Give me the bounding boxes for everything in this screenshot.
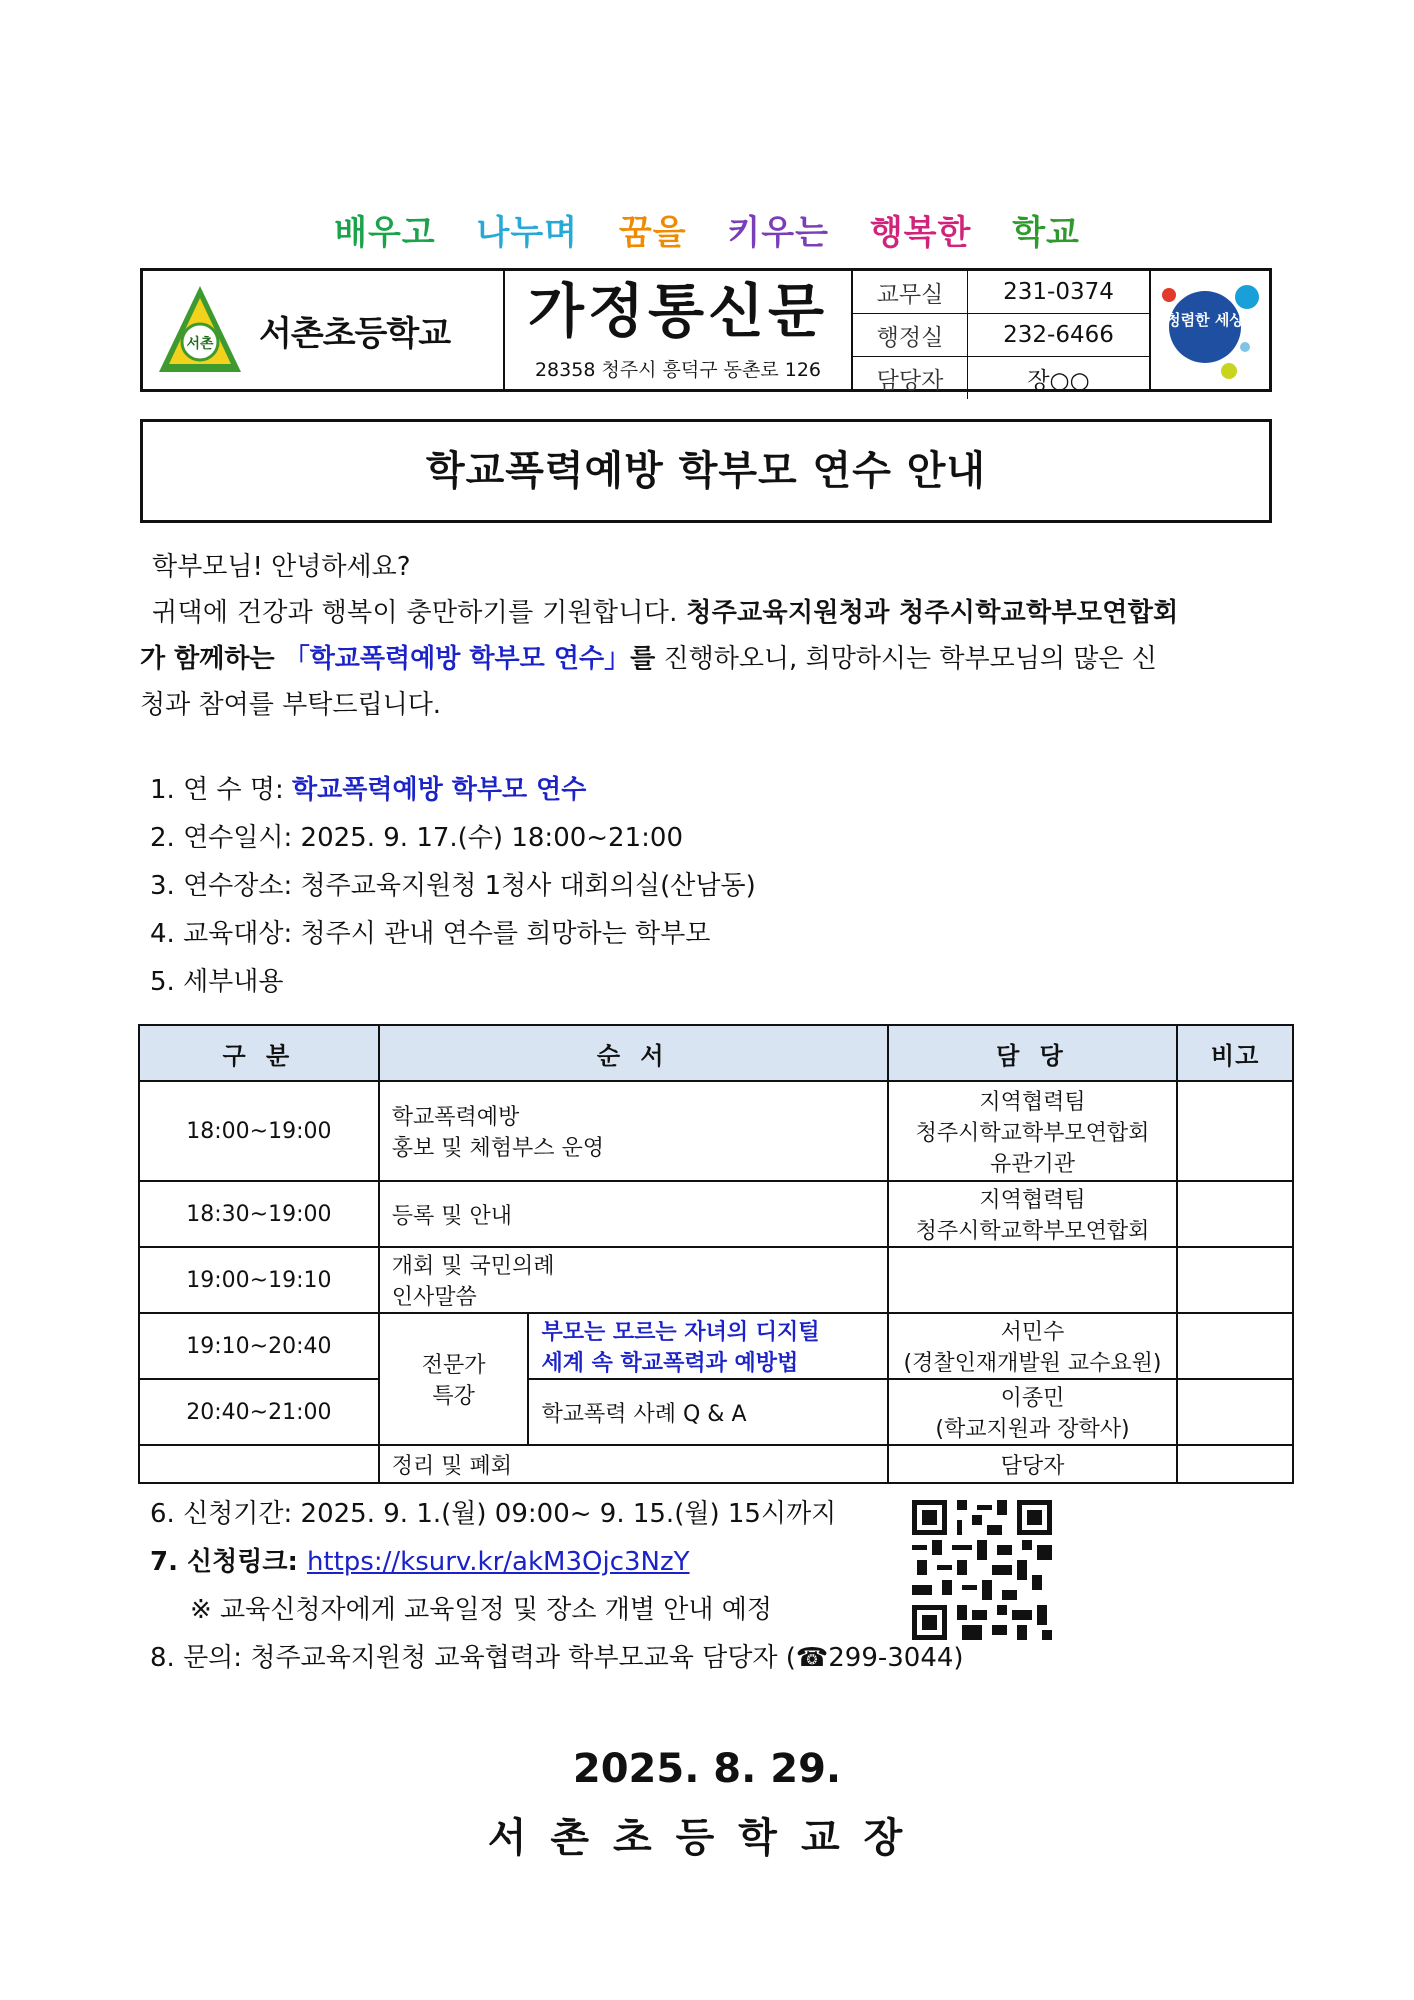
staff-cell: 이종민 (학교지원과 장학사) (888, 1379, 1177, 1445)
time-cell: 20:40~21:00 (139, 1379, 379, 1445)
intro-line-2 (140, 636, 1274, 682)
svg-text:서촌: 서촌 (186, 336, 214, 352)
column-header: 비고 (1177, 1025, 1293, 1081)
column-header: 순 서 (379, 1025, 888, 1081)
intro-line-3: 청과 참여를 부탁드립니다. (140, 690, 442, 720)
item-1 (150, 770, 586, 810)
note-cell (1177, 1181, 1293, 1247)
note-cell (1177, 1379, 1293, 1445)
school-logo-cell (143, 271, 505, 389)
time-cell: 19:10~20:40 (139, 1313, 379, 1379)
slogan-word-5: 행복한 (869, 213, 972, 253)
table-row (139, 1081, 1293, 1181)
item-2: 2. 연수일시: 2025. 9. 17.(수) 18:00~21:00 (150, 823, 683, 853)
item-1-label: 1. 연 수 명: (150, 775, 292, 805)
slogan-word-1: 배우고 (334, 213, 436, 253)
principal-signature: 서촌초등학교장 (487, 1815, 927, 1861)
qr-code-icon[interactable] (912, 1500, 1052, 1640)
item-4: 4. 교육대상: 청주시 관내 연수를 희망하는 학부모 (150, 919, 711, 949)
note-cell (1177, 1313, 1293, 1379)
greeting: 학부모님! 안녕하세요? (152, 552, 411, 582)
staff-cell: 지역협력팀 청주시학교학부모연합회 유관기관 (888, 1081, 1177, 1181)
group-cell: 전문가 특강 (379, 1313, 529, 1445)
slogan-word-6: 학교 (1012, 213, 1080, 253)
intro-text: 귀댁에 건강과 행복이 충만하기를 기원합니다. (152, 598, 687, 628)
lecture-title-cell: 부모는 모르는 자녀의 디지털 세계 속 학교폭력과 예방법 (528, 1313, 887, 1379)
contact-label: 교무실 (853, 271, 968, 314)
table-row (139, 1379, 1293, 1445)
order-cell: 정리 및 폐회 (379, 1445, 888, 1483)
contact-table (853, 271, 1151, 394)
contact-label: 담당자 (853, 357, 968, 400)
page-title: 학교폭력예방 학부모 연수 안내 (140, 419, 1272, 523)
note-cell (1177, 1445, 1293, 1483)
intro-text-bold: 가 함께하는 (140, 644, 284, 674)
staff-cell: 서민수 (경찰인재개발원 교수요원) (888, 1313, 1177, 1379)
slogan-word-3: 꿈을 (618, 213, 687, 253)
order-cell: 학교폭력 사례 Q & A (528, 1379, 887, 1445)
time-cell: 19:00~19:10 (139, 1247, 379, 1313)
staff-cell: 지역협력팀 청주시학교학부모연합회 (888, 1181, 1177, 1247)
intro-organizers: 청주교육지원청과 청주시학교학부모연합회 (686, 598, 1179, 628)
contact-value: 232-6466 (968, 314, 1150, 357)
newsletter-header (140, 268, 1272, 392)
contact-value: 231-0374 (968, 271, 1150, 314)
item-3: 3. 연수장소: 청주교육지원청 1청사 대회의실(산남동) (150, 871, 756, 901)
column-header: 담 당 (888, 1025, 1177, 1081)
note-cell (1177, 1247, 1293, 1313)
school-name: 서촌초등학교 (259, 313, 451, 354)
staff-cell: 담당자 (888, 1445, 1177, 1483)
issue-date: 2025. 8. 29. (572, 1746, 842, 1792)
registration-link[interactable]: https://ksurv.kr/akM3Ojc3NzY (306, 1547, 690, 1577)
integrity-emblem-icon (1155, 275, 1265, 385)
school-address: 28358 청주시 흥덕구 동촌로 126 (534, 359, 822, 381)
contact-value: 장○○ (1027, 367, 1090, 394)
staff-cell (888, 1247, 1177, 1313)
registration-note: ※ 교육신청자에게 교육일정 및 장소 개별 안내 예정 (190, 1595, 772, 1625)
item-6: 6. 신청기간: 2025. 9. 1.(월) 09:00~ 9. 15.(월) 15시까지 (150, 1499, 837, 1529)
item-5: 5. 세부내용 (150, 967, 284, 997)
item-1-value: 학교폭력예방 학부모 연수 (291, 775, 587, 805)
newsletter-title-cell (505, 271, 853, 389)
time-cell: 18:30~19:00 (139, 1181, 379, 1247)
table-row (139, 1445, 1293, 1483)
table-row (139, 1247, 1293, 1313)
contact-label: 행정실 (853, 314, 968, 357)
item-7-label: 7. 신청링크: (150, 1547, 307, 1577)
time-cell (139, 1445, 379, 1483)
newsletter-title: 가정통신문 (527, 277, 829, 345)
item-7 (150, 1542, 690, 1582)
svg-text:청렴한 세상: 청렴한 세상 (1166, 311, 1244, 329)
intro-text-bold-2: 를 (630, 644, 656, 674)
school-logo-icon (155, 282, 245, 378)
order-cell: 등록 및 안내 (379, 1181, 888, 1247)
intro-program-name: 「학교폭력예방 학부모 연수」 (283, 644, 631, 674)
intro-line-1 (140, 590, 1286, 636)
item-8: 8. 문의: 청주교육지원청 교육협력과 학부모교육 담당자 (☎299-3044) (150, 1643, 964, 1673)
school-slogan (0, 205, 1414, 254)
integrity-emblem-cell (1151, 271, 1269, 389)
note-cell (1177, 1081, 1293, 1181)
column-header: 구 분 (139, 1025, 379, 1081)
table-header-row (139, 1025, 1293, 1081)
table-row (139, 1181, 1293, 1247)
intro-text-rest: 진행하오니, 희망하시는 학부모님의 많은 신 (655, 644, 1157, 674)
slogan-word-2: 나누며 (476, 213, 579, 253)
table-row (139, 1313, 1293, 1379)
schedule-table (138, 1024, 1294, 1484)
slogan-word-4: 키우는 (727, 213, 829, 253)
order-cell: 개회 및 국민의례 인사말씀 (379, 1247, 888, 1313)
time-cell: 18:00~19:00 (139, 1081, 379, 1181)
order-cell: 학교폭력예방 홍보 및 체험부스 운영 (379, 1081, 888, 1181)
